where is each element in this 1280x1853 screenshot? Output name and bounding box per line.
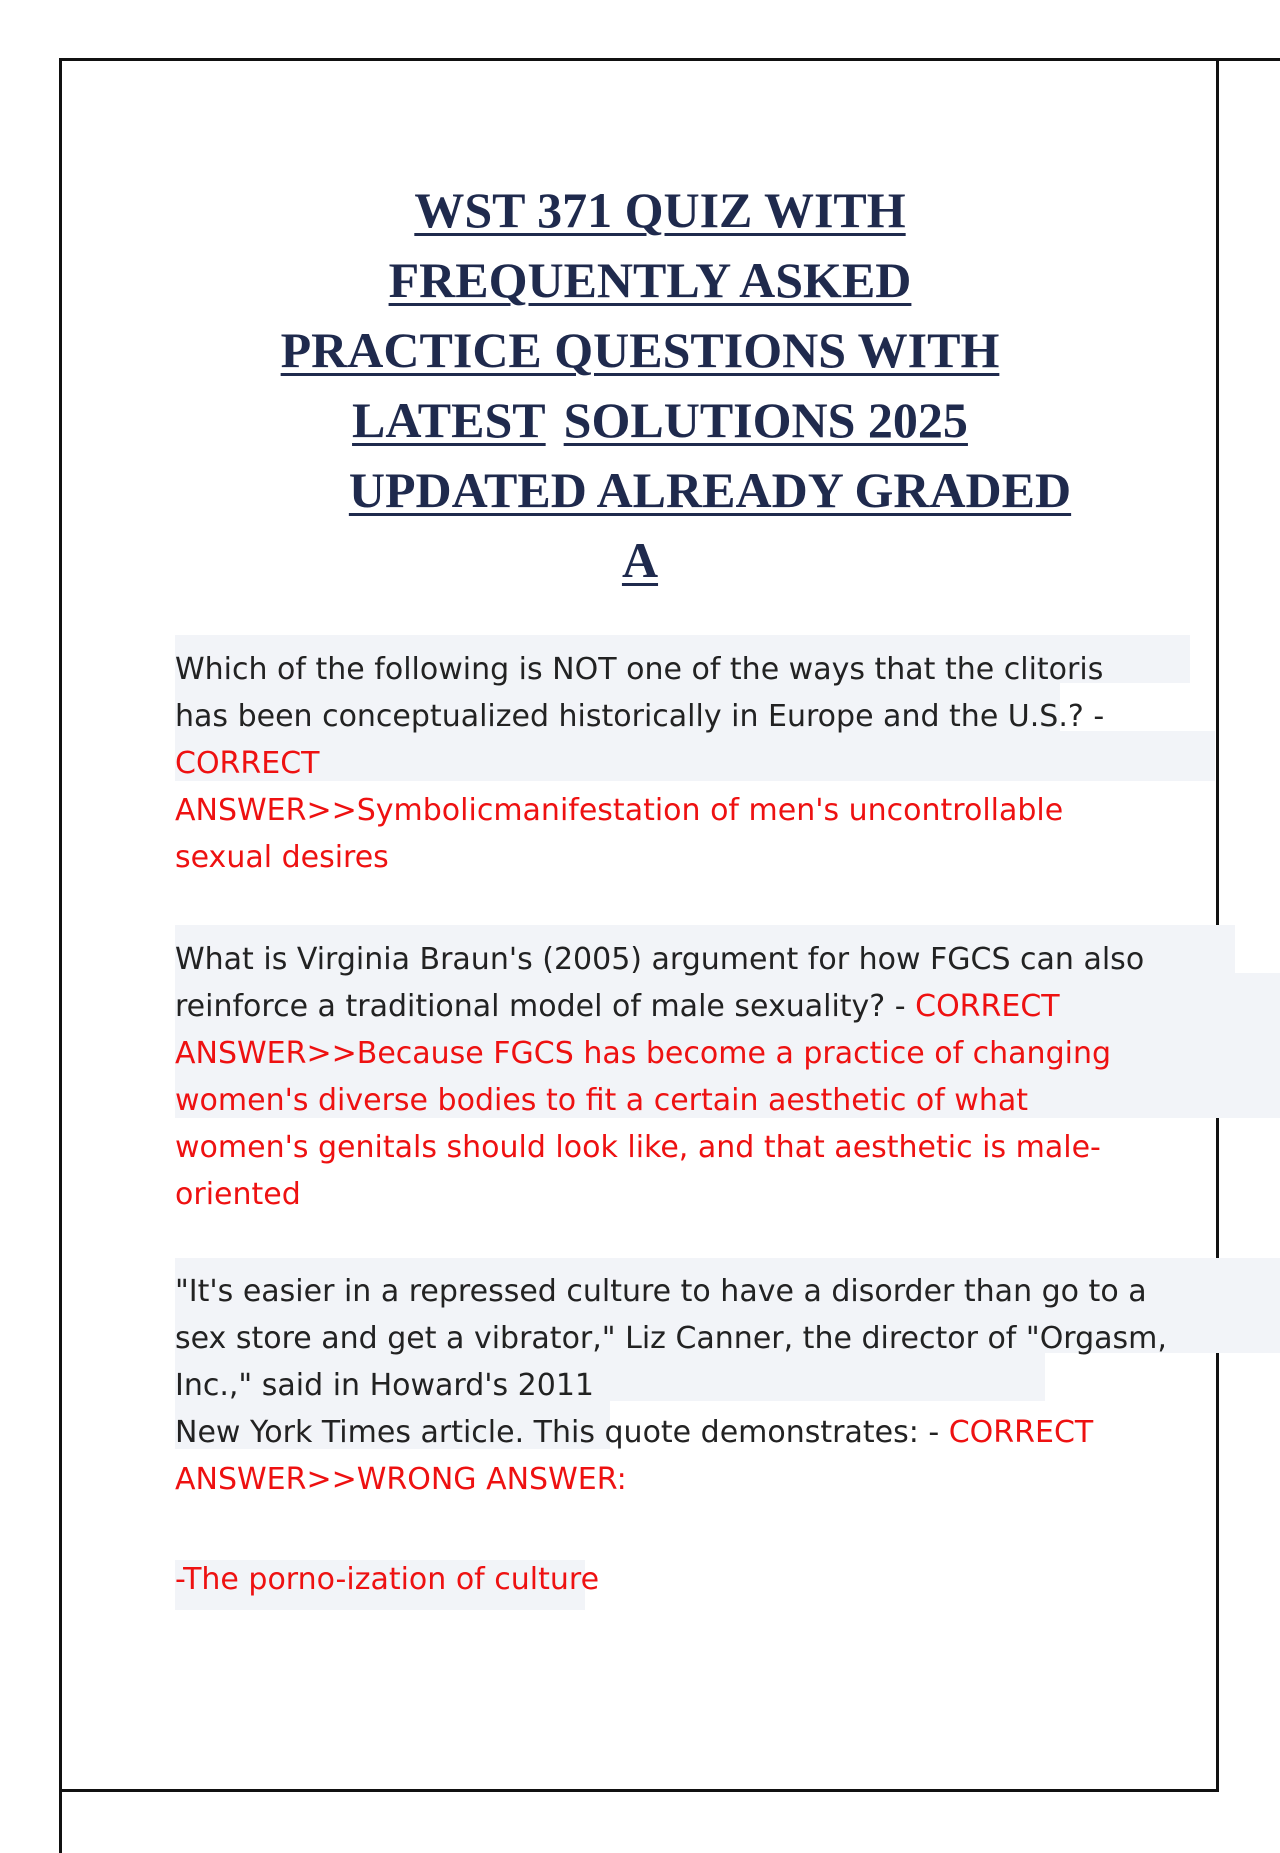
answer-line: CORRECT (175, 746, 320, 781)
document-title (250, 175, 1130, 595)
answer-line: oriented (175, 1177, 301, 1212)
title-line: SOLUTIONS 2025 (563, 392, 968, 448)
question-line: has been conceptualized historically in Europe and the U.S.? - (175, 699, 1105, 734)
qa-item (175, 1268, 1175, 1603)
answer-line: ANSWER>>Because FGCS has become a practice of changing (175, 1036, 1112, 1071)
title-line: A (621, 532, 659, 588)
answer-line: ANSWER>>WRONG ANSWER: (175, 1462, 627, 1497)
question-line: reinforce a traditional model of male sexuality? - (175, 989, 916, 1024)
frame-divider-line (59, 1790, 62, 1853)
title-line: PRACTICE QUESTIONS WITH (280, 322, 1000, 378)
frame-divider-line (1216, 58, 1280, 61)
qa-item (175, 646, 1175, 881)
question-line: sex store and get a vibrator," Liz Canner, the director of "Orgasm, (175, 1321, 1167, 1356)
answer-line: -The porno-ization of culture (175, 1562, 600, 1597)
question-line: What is Virginia Braun's (2005) argument for how FGCS can also (175, 942, 1145, 977)
answer-line: sexual desires (175, 840, 389, 875)
title-line: FREQUENTLY ASKED (388, 252, 912, 308)
question-line: "It's easier in a repressed culture to have a disorder than go to a (175, 1274, 1147, 1309)
question-line: Inc.," said in Howard's 2011 (175, 1368, 595, 1403)
question-line: New York Times article. This quote demonstrates: - (175, 1415, 949, 1450)
title-line: UPDATED ALREADY GRADED (348, 462, 1072, 518)
question-line: Which of the following is NOT one of the ways that the clitoris (175, 652, 1104, 687)
answer-line: CORRECT (915, 989, 1060, 1024)
answer-line: CORRECT (948, 1415, 1094, 1450)
qa-item (175, 936, 1175, 1218)
title-line: WST 371 QUIZ WITH (414, 182, 906, 238)
answer-line: women's genitals should look like, and that aesthetic is male- (175, 1130, 1101, 1165)
answer-line: women's diverse bodies to fit a certain aesthetic of what (175, 1083, 1029, 1118)
answer-line: ANSWER>>Symbolicmanifestation of men's uncontrollable (175, 793, 1064, 828)
title-line: LATEST (352, 392, 546, 448)
